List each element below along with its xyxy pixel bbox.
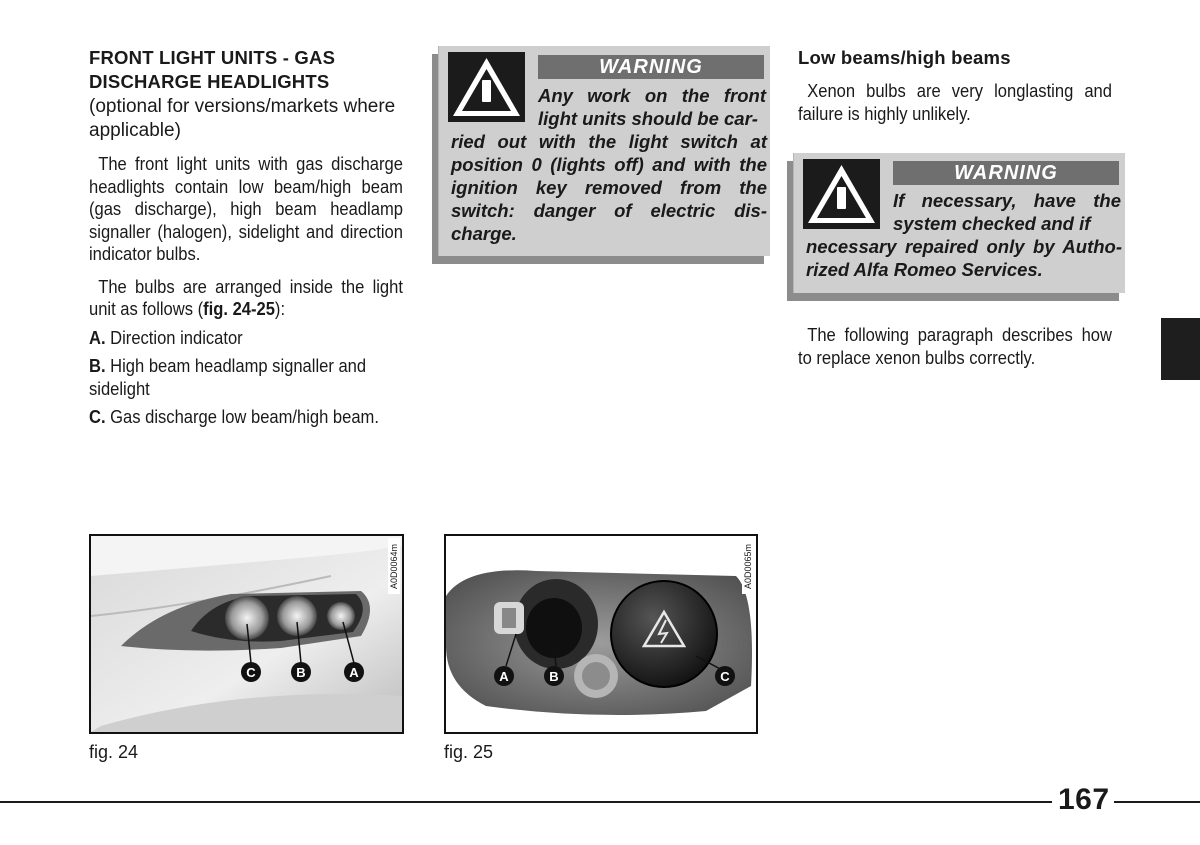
warning-text-top: Any work on the front light units should be car- (538, 85, 766, 129)
callout-label: A (349, 665, 359, 680)
figure-reference: fig. 24-25 (203, 299, 275, 319)
callout-label: B (549, 669, 559, 684)
warning-triangle-icon (803, 159, 880, 229)
xenon-longevity-paragraph: Xenon bulbs are very longlasting and failure is highly unlikely. (798, 81, 1112, 124)
list-item-text: Direction indicator (105, 327, 243, 348)
covers-photo-illustration (446, 536, 756, 732)
warning-text-bottom: ried out with the light switch at position 0 (lights off) and with the ignition key removed from the switch: danger of electric dis-charge. (451, 131, 767, 244)
left-column (89, 46, 405, 429)
figure-24-headlight (89, 534, 404, 734)
arrangement-suffix: ): (274, 299, 286, 319)
arrangement-prefix: The bulbs are arranged inside the light unit as follows ( (89, 276, 403, 319)
section-heading-line1: FRONT LIGHT UNITS - GAS (89, 47, 336, 68)
warning-triangle-icon (448, 52, 525, 122)
warning-title: WARNING (893, 161, 1119, 185)
arrangement-paragraph (89, 276, 403, 321)
warning-text-top: If necessary, have the system checked and if (893, 190, 1121, 234)
list-item-c (89, 406, 403, 429)
intro-paragraph: The front light units with gas discharge headlights contain low beam/high beam (gas discharge), high beam headlamp signaller (halogen), sidelight and direction indicator bulbs. (89, 154, 403, 264)
list-item-key: B. (89, 356, 106, 376)
list-item-a (89, 327, 403, 350)
right-column (798, 46, 1114, 125)
callout-label: C (720, 669, 730, 684)
section-subheading: (optional for versions/markets where applicable) (89, 96, 396, 141)
figure-code: A0D0064m (388, 538, 400, 594)
replacement-note (798, 324, 1114, 369)
warning-box-service (793, 153, 1125, 293)
section-heading-line2: DISCHARGE HEADLIGHTS (89, 71, 330, 92)
callout-label: C (246, 665, 256, 680)
figure-25-rear-covers (444, 534, 758, 734)
list-item-text: Gas discharge low beam/high beam. (105, 407, 379, 427)
warning-box-electric (438, 46, 770, 256)
headlight-photo-illustration (91, 536, 402, 732)
footer-rule-left (0, 801, 1052, 803)
replacement-paragraph: The following paragraph describes how to replace xenon bulbs correctly. (798, 325, 1112, 368)
callout-label: B (296, 665, 306, 680)
warning-text-bottom: necessary repaired only by Autho-rized Alfa Romeo Services. (806, 236, 1122, 280)
figure-code: A0D0065m (742, 538, 754, 594)
figure-24-caption: fig. 24 (89, 742, 139, 762)
callout-label: A (499, 669, 509, 684)
figure-25-caption: fig. 25 (444, 742, 494, 762)
low-high-beams-heading: Low beams/high beams (798, 47, 1011, 68)
list-item-key: C. (89, 407, 106, 427)
warning-title: WARNING (538, 55, 764, 79)
list-item-text: High beam headlamp signaller and sidelight (89, 356, 367, 399)
chapter-tab-marker (1161, 318, 1200, 380)
footer-rule-right (1114, 801, 1200, 803)
page-number: 167 (1058, 783, 1110, 816)
list-item-b (89, 355, 403, 400)
list-item-key: A. (89, 327, 106, 348)
